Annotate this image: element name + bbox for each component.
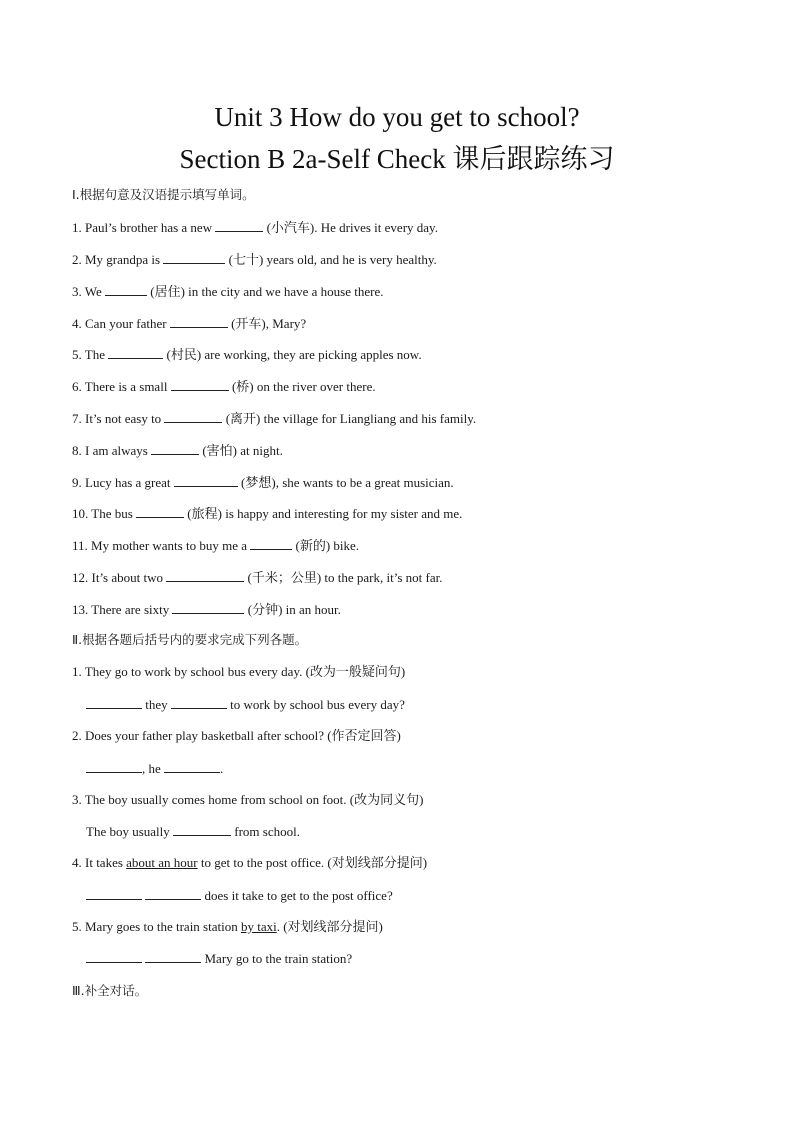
section1-heading: Ⅰ.根据句意及汉语提示填写单词。 [72,187,255,202]
answer-blank[interactable] [164,410,222,423]
answer-line-2-4: does it take to get to the post office? [86,887,393,904]
question-1-9: 9. Lucy has a great (梦想), she wants to be a great musician. [72,475,454,490]
question-1-8: 8. I am always (害怕) at night. [72,443,283,458]
question-1-10: 10. The bus (旅程) is happy and interesting for my sister and me. [72,506,463,521]
answer-blank[interactable] [164,760,220,773]
question-2-4: 4. It takes about an hour to get to the post office. (对划线部分提问) [72,855,428,870]
answer-blank[interactable] [163,251,225,264]
question-1-12: 12. It’s about two (千米；公里) to the park, it’s not far. [72,570,443,585]
answer-blank[interactable] [151,442,199,455]
answer-blank[interactable] [105,283,147,296]
answer-blank[interactable] [145,887,201,900]
section3-heading: Ⅲ.补全对话。 [72,983,148,998]
question-1-13: 13. There are sixty (分钟) in an hour. [72,602,341,617]
answer-blank[interactable] [136,505,184,518]
answer-blank[interactable] [250,537,292,550]
question-1-1: 1. Paul’s brother has a new (小汽车). He drives it every day. [72,220,438,235]
answer-blank[interactable] [108,346,163,359]
question-2-5: 5. Mary goes to the train station by taxi. (对划线部分提问) [72,919,383,934]
question-2-1: 1. They go to work by school bus every day. (改为一般疑问句) [72,664,406,679]
answer-blank[interactable] [86,760,142,773]
answer-line-2-5: Mary go to the train station? [86,950,352,967]
page-title: Unit 3 How do you get to school? [214,102,580,132]
answer-line-2-3: The boy usually from school. [86,824,300,839]
question-1-2: 2. My grandpa is (七十) years old, and he is very healthy. [72,252,437,267]
answer-line-2-2: , he . [86,760,223,777]
answer-blank[interactable] [170,315,228,328]
answer-blank[interactable] [171,696,227,709]
question-1-6: 6. There is a small (桥) on the river over there. [72,379,376,394]
underlined-phrase: by taxi [240,919,277,934]
question-1-4: 4. Can your father (开车), Mary? [72,316,307,331]
answer-blank[interactable] [86,950,142,963]
question-1-7: 7. It’s not easy to (离开) the village for Liangliang and his family. [72,411,477,426]
answer-blank[interactable] [173,823,231,836]
question-1-3: 3. We (居住) in the city and we have a house there. [72,284,384,299]
section2-heading: Ⅱ.根据各题后括号内的要求完成下列各题。 [72,632,308,647]
question-2-2: 2. Does your father play basketball after school? (作否定回答) [72,728,401,743]
answer-blank[interactable] [86,696,142,709]
answer-blank[interactable] [172,601,244,614]
answer-blank[interactable] [174,474,238,487]
page-subtitle: Section B 2a-Self Check 课后跟踪练习 [179,144,615,174]
answer-blank[interactable] [215,219,263,232]
answer-blank[interactable] [145,950,201,963]
answer-blank[interactable] [166,569,244,582]
answer-line-2-1: they to work by school bus every day? [86,696,405,713]
underlined-phrase: about an hour [126,855,198,870]
question-1-5: 5. The (村民) are working, they are picking apples now. [72,347,422,362]
question-2-3: 3. The boy usually comes home from school on foot. (改为同义句) [72,792,424,807]
answer-blank[interactable] [171,378,229,391]
answer-blank[interactable] [86,887,142,900]
question-1-11: 11. My mother wants to buy me a (新的) bike. [72,538,360,553]
